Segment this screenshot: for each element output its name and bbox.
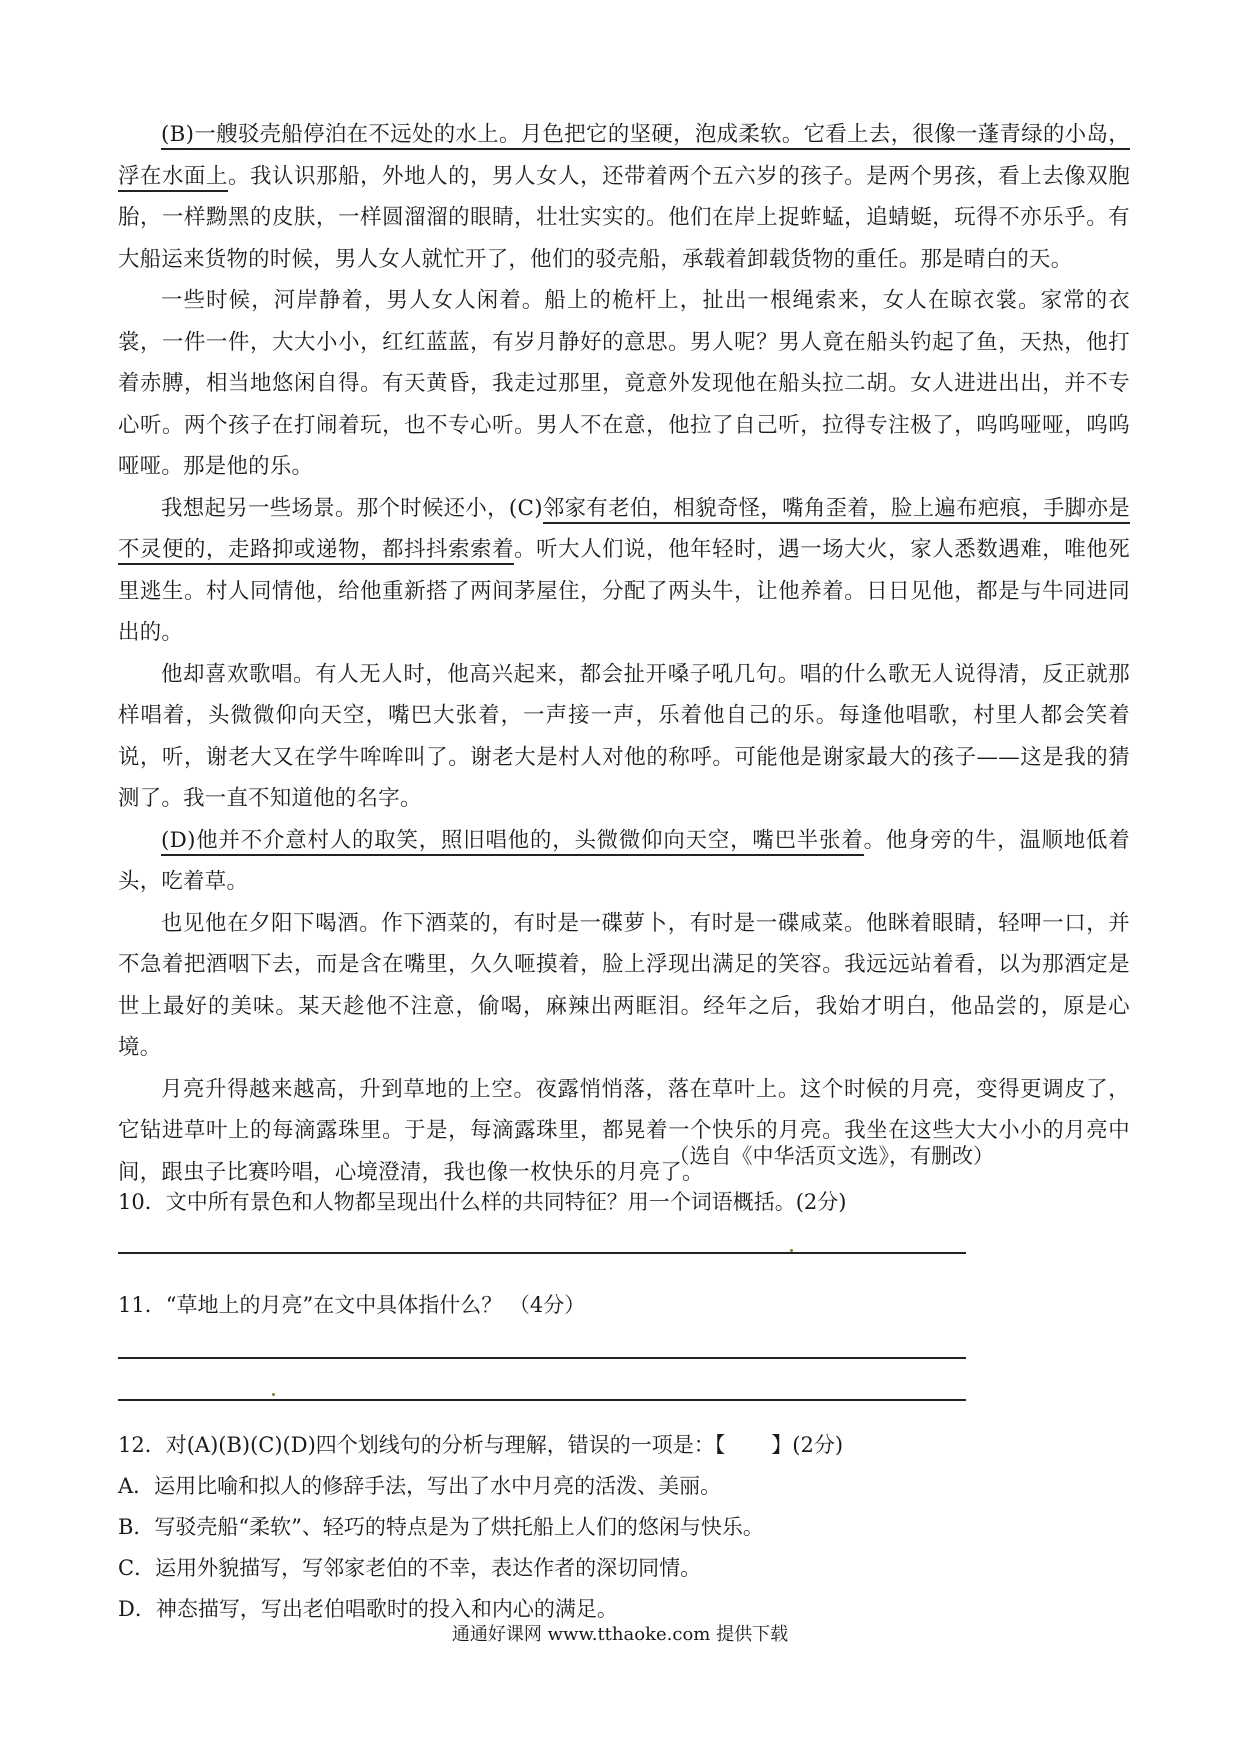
paragraph-5-text: 。他身旁的牛，温顺地低着头，吃着草。 [118,827,1130,894]
scan-speck [790,1249,793,1252]
page-footer: 通通好课网 www.tthaoke.com 提供下载 [451,1624,789,1645]
underlined-sentence-b: (B)一艘驳壳船停泊在不远处的水上。月色把它的坚硬，泡成柔软。它看上去，很像一蓬青绿的小岛，浮在水面上 [118,122,1130,192]
paragraph-7: 月亮升得越来越高，升到草地的上空。夜露悄悄落，落在草叶上。这个时候的月亮，变得更调皮了，它钻进草叶上的每滴露珠里。于是，每滴露珠里，都晃着一个快乐的月亮。我坐在这些大大小小的月亮中间，跟虫子比赛吟唱，心境澄清，我也像一枚快乐的月亮了。 [118,1076,1130,1185]
answer-line-q10[interactable] [118,1252,966,1254]
paragraph-5 [118,820,1130,903]
option-b: B．写驳壳船“柔软”、轻巧的特点是为了烘托船上人们的悠闲与快乐。 [118,1515,764,1539]
option-c: C．运用外貌描写，写邻家老伯的不幸，表达作者的深切同情。 [118,1556,702,1580]
answer-line-q11-1[interactable] [118,1357,966,1359]
paragraph-3-text: 。听大人们说，他年轻时，遇一场大火，家人悉数遇难，唯他死里逃生。村人同情他，给他重新搭了两间茅屋住，分配了两头牛，让他养着。日日见他，都是与牛同进同出的。 [118,537,1130,645]
paragraph-6: 也见他在夕阳下喝酒。作下酒菜的，有时是一碟萝卜，有时是一碟咸菜。他眯着眼睛，轻呷一口，并不急着把酒咽下去，而是含在嘴里，久久咂摸着，脸上浮现出满足的笑容。我远远站着看，以为那酒定是世上最好的美味。某天趁他不注意，偷喝，麻辣出两眶泪。经年之后，我始才明白，他品尝的，原是心境。 [118,910,1130,1060]
question-12-text: 12．对(A)(B)(C)(D)四个划线句的分析与理解，错误的一项是：【 [118,1433,726,1457]
option-a: A．运用比喻和拟人的修辞手法，写出了水中月亮的活泼、美丽。 [118,1474,722,1498]
source-citation: （选自《中华活页文选》，有删改） [668,1144,994,1168]
answer-line-q11-2[interactable] [118,1399,966,1401]
reading-passage [118,114,1130,1193]
scan-speck [272,1393,275,1396]
question-12-points: 】(2分) [771,1433,844,1457]
paragraph-4: 他却喜欢歌唱。有人无人时，他高兴起来，都会扯开嗓子吼几句。唱的什么歌无人说得清，反正就那样唱着，头微微仰向天空，嘴巴大张着，一声接一声，乐着他自己的乐。每逢他唱歌，村里人都会笑着说，听，谢老大又在学牛哞哞叫了。谢老大是村人对他的称呼。可能他是谢家最大的孩子——这是我的猜测了。我一直不知道他的名字。 [118,661,1130,811]
paragraph-3-lead: 我想起另一些场景。那个时候还小，(C) [161,495,543,521]
underlined-sentence-d: (D)他并不介意村人的取笑，照旧唱他的，头微微仰向天空，嘴巴半张着 [161,828,864,856]
question-12 [118,1430,843,1460]
question-11: 11．“草地上的月亮”在文中具体指什么？ （4分） [118,1293,586,1317]
paragraph-1 [118,114,1130,280]
paragraph-3 [118,488,1130,654]
paragraph-2: 一些时候，河岸静着，男人女人闲着。船上的桅杆上，扯出一根绳索来，女人在晾衣裳。家常的衣裳，一件一件，大大小小，红红蓝蓝，有岁月静好的意思。男人呢？男人竟在船头钓起了鱼，天热，他打着赤膊，相当地悠闲自得。有天黄昏，我走过那里，竟意外发现他在船头拉二胡。女人进进出出，并不专心听。两个孩子在打闹着玩，也不专心听。男人不在意，他拉了自己听，拉得专注极了，呜呜哑哑，呜呜哑哑。那是他的乐。 [118,288,1130,479]
question-10: 10．文中所有景色和人物都呈现出什么样的共同特征？用一个词语概括。(2分) [118,1190,847,1214]
underlined-sentence-c: 邻家有老伯，相貌奇怪，嘴角歪着，脸上遍布疤痕，手脚亦是不灵便的，走路抑或递物，都抖抖索索着 [118,496,1130,566]
paragraph-1-text: 。我认识那船，外地人的，男人女人，还带着两个五六岁的孩子。是两个男孩，看上去像双胞胎，一样黝黑的皮肤，一样圆溜溜的眼睛，壮壮实实的。他们在岸上捉蚱蜢，追蜻蜓，玩得不亦乐乎。有大船运来货物的时候，男人女人就忙开了，他们的驳壳船，承载着卸载货物的重任。那是晴白的天。 [118,163,1130,272]
option-d: D．神态描写，写出老伯唱歌时的投入和内心的满足。 [118,1597,618,1621]
